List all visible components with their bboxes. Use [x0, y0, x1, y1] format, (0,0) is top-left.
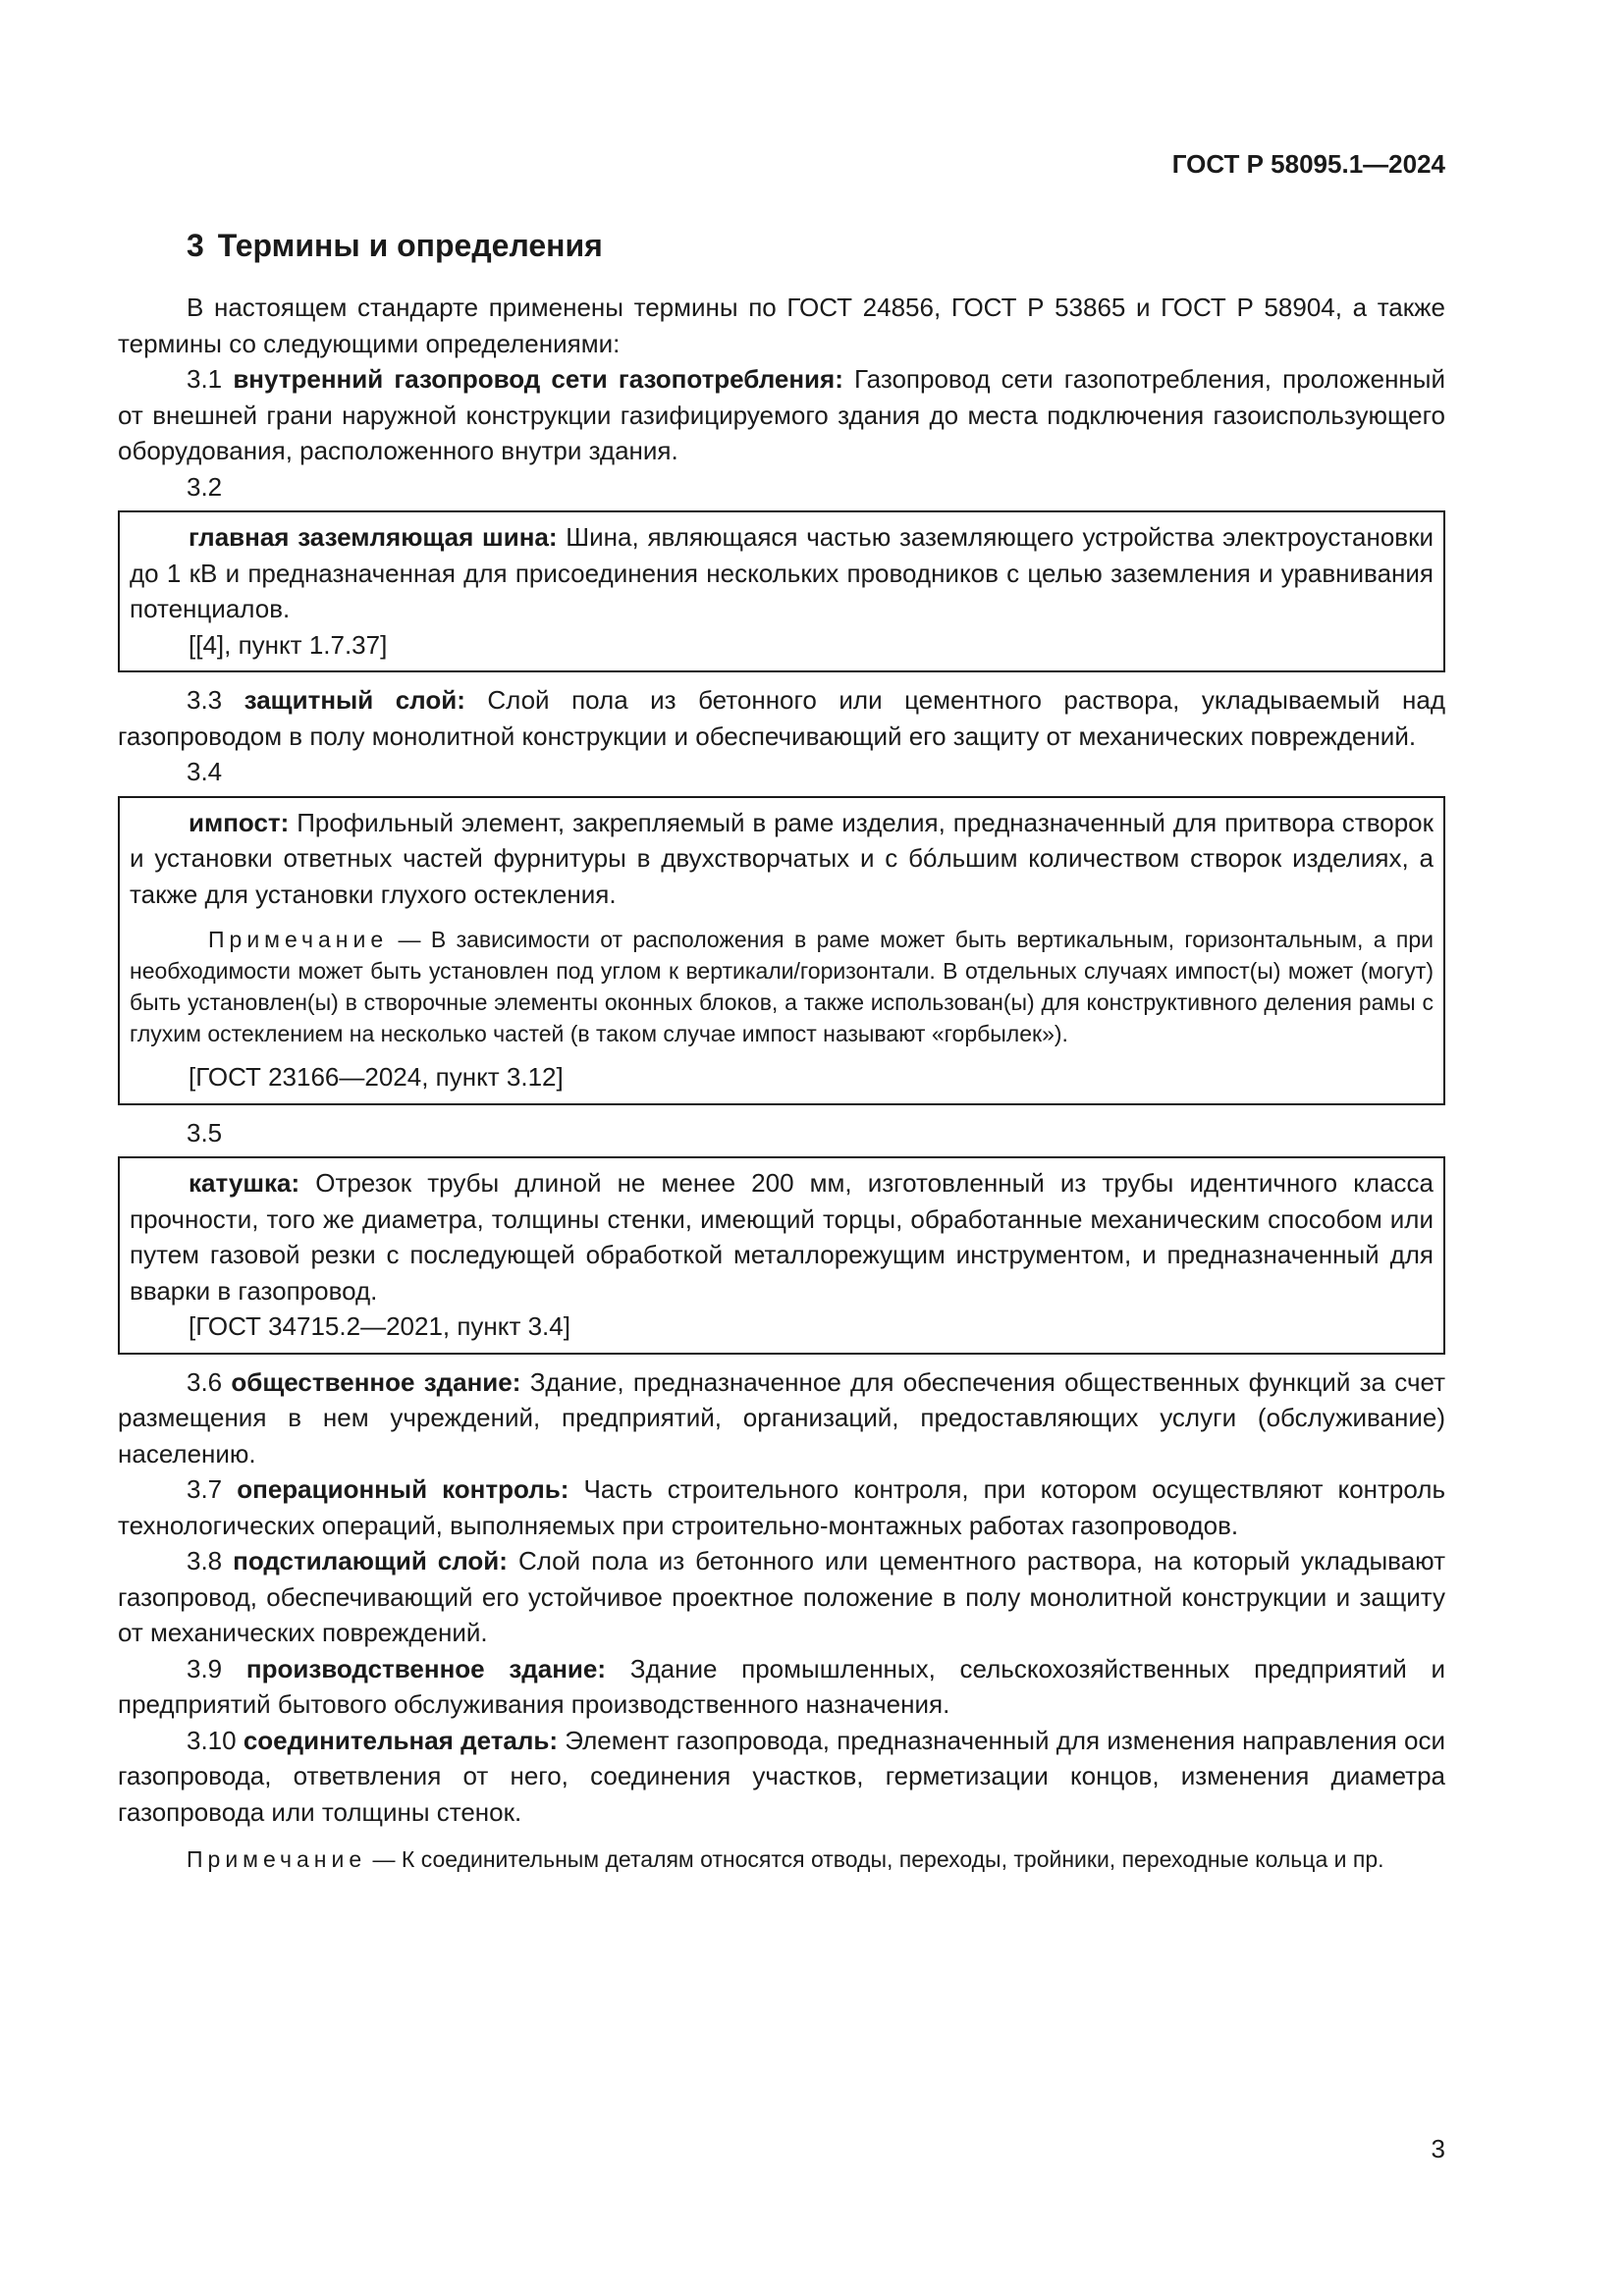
note-label: Примечание [208, 927, 389, 952]
term-source: [ГОСТ 23166—2024, пункт 3.12] [189, 1062, 564, 1092]
term-3-5 [130, 1165, 1434, 1308]
section-number: 3 [187, 228, 204, 263]
term-3-10 [118, 1723, 1445, 1831]
term-source: [[4], пункт 1.7.37] [189, 629, 388, 660]
term-name: подстилающий слой: [233, 1546, 508, 1575]
section-title: Термины и определения [217, 228, 603, 263]
term-3-8 [118, 1543, 1445, 1651]
term-definition: Здание промышленных, сельскохозяйственных предприятий и предприятий бытового обслуживания производственного назначения. [118, 1653, 1446, 1719]
term-definition: Профильный элемент, закрепляемый в раме изделия, предназначенный для притвора створок и установки ответных частей фурнитуры в двухстворчатых и с бóльшим количеством створок изделиях, а также для установки глухого остекления. [130, 807, 1434, 909]
note-text: — В зависимости от расположения в раме может быть вертикальным, горизонтальным, а при необходимости может быть установлен под углом к вертикали/горизонтали. В отдельных случаях импост(ы) может (могут) быть установлен(ы) в створочные элементы оконных блоков, а также использован(ы) для конструктивного деления рамы с глухим остеклением на несколько частей (в таком случае импост называют «горбылек»). [130, 927, 1434, 1046]
section-heading [187, 228, 603, 264]
term-3-2-number: 3.2 [187, 471, 223, 502]
term-name: общественное здание: [231, 1366, 521, 1397]
term-3-2 [130, 519, 1434, 627]
term-number: 3.3 [187, 685, 223, 715]
note-text: — К соединительным деталям относятся отводы, переходы, тройники, переходные кольца и пр. [372, 1846, 1384, 1872]
term-number: 3.9 [187, 1653, 223, 1683]
term-number: 3.6 [187, 1366, 223, 1397]
term-name: соединительная деталь: [243, 1725, 559, 1755]
term-source: [ГОСТ 34715.2—2021, пункт 3.4] [189, 1311, 570, 1341]
page-number: 3 [1431, 2134, 1445, 2163]
term-3-6 [118, 1364, 1445, 1472]
term-definition: Шина, являющаяся частью заземляющего устройства электроустановки до 1 кВ и предназначенная для присоединения нескольких проводников с целью заземления и уравнивания потенциалов. [130, 522, 1434, 623]
term-definition: Часть строительного контроля, при котором осуществляют контроль технологических операций, выполняемых при строительно-монтажных работах газопроводов. [118, 1474, 1445, 1540]
term-number: 3.7 [187, 1474, 223, 1504]
term-3-4-box [118, 796, 1445, 1105]
term-definition: Слой пола из бетонного или цементного раствора, на который укладывают газопровод, обеспечивающий его устойчивое проектное положение в полу монолитной конструкции и защиту от механических повреждений. [118, 1546, 1445, 1647]
term-name: главная заземляющая шина: [189, 522, 558, 552]
term-number: 3.8 [187, 1546, 223, 1575]
term-3-3 [118, 682, 1445, 754]
final-note [118, 1843, 1445, 1875]
term-name: внутренний газопровод сети газопотребления: [233, 364, 843, 394]
intro-paragraph: В настоящем стандарте применены термины по ГОСТ 24856, ГОСТ Р 53865 и ГОСТ Р 58904, а также термины со следующими определениями: [118, 293, 1445, 358]
term-3-5-box [118, 1156, 1445, 1355]
term-3-2-box [118, 510, 1445, 672]
term-number: 3.1 [187, 364, 223, 394]
note-label: Примечание [187, 1846, 367, 1872]
term-3-5-number: 3.5 [187, 1117, 223, 1148]
term-definition: Отрезок трубы длиной не менее 200 мм, изготовленный из трубы идентичного класса прочности, того же диаметра, толщины стенки, имеющий торцы, обработанные механическим способом или путем газовой резки с последующей обработкой металлорежущим инструментом, и предназначенный для вварки в газопровод. [130, 1168, 1434, 1306]
term-3-4-number: 3.4 [187, 757, 223, 786]
term-name: катушка: [189, 1168, 300, 1198]
term-name: производственное здание: [245, 1653, 607, 1683]
term-definition: Газопровод сети газопотребления, проложенный от внешней грани наружной конструкции газифицируемого здания до места подключения газоиспользующего оборудования, расположенного внутри здания. [118, 364, 1445, 465]
term-name: защитный слой: [244, 685, 465, 715]
term-definition: Здание, предназначенное для обеспечения общественных функций за счет размещения в нем учреждений, предприятий, организаций, предоставляющих услуги (обслуживание) населению. [118, 1366, 1445, 1468]
term-name: импост: [189, 807, 290, 837]
document-body [118, 290, 1445, 1897]
term-definition: Слой пола из бетонного или цементного раствора, укладываемый над газопроводом в полу монолитной конструкции и обеспечивающий его защиту от механических повреждений. [118, 685, 1445, 751]
standard-code: ГОСТ Р 58095.1—2024 [1171, 149, 1445, 179]
term-number: 3.10 [187, 1725, 237, 1755]
term-note [130, 924, 1434, 1049]
term-3-9 [118, 1651, 1445, 1723]
term-3-7 [118, 1471, 1445, 1543]
term-3-1 [118, 361, 1445, 469]
term-3-4 [130, 805, 1434, 913]
term-definition: Элемент газопровода, предназначенный для изменения направления оси газопровода, ответвления от него, соединения участков, герметизации концов, изменения диаметра газопровода или толщины стенок. [118, 1725, 1445, 1827]
term-name: операционный контроль: [237, 1474, 569, 1504]
